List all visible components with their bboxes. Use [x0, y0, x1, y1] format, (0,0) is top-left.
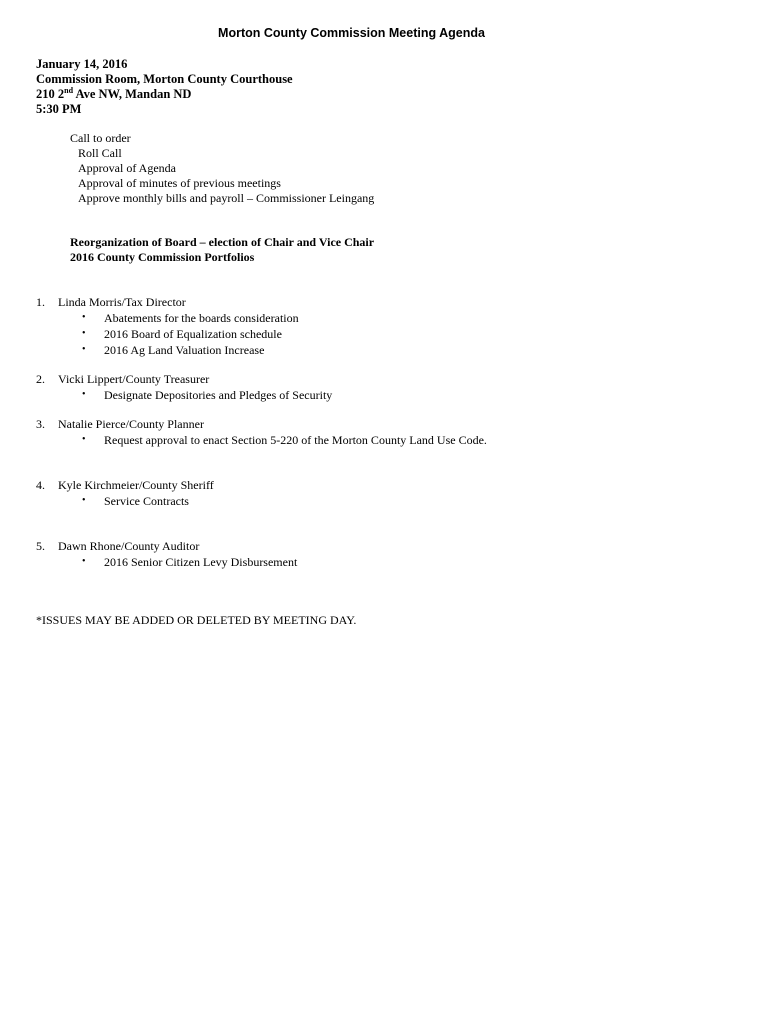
- bullet-icon: •: [82, 389, 86, 400]
- footer-note: *ISSUES MAY BE ADDED OR DELETED BY MEETING DAY.: [36, 613, 357, 627]
- address-post: Ave NW, Mandan ND: [73, 87, 192, 101]
- item-presenter: Linda Morris/Tax Director: [58, 295, 186, 309]
- meeting-date: January 14, 2016: [36, 57, 128, 71]
- item-bullets: [36, 432, 487, 448]
- agenda-item-5: [36, 538, 297, 570]
- item-bullets: [36, 387, 332, 403]
- bullet-icon: •: [82, 556, 86, 567]
- address-sup: nd: [64, 85, 74, 95]
- meeting-location: Commission Room, Morton County Courthouse: [36, 72, 293, 86]
- bullet-icon: •: [82, 434, 86, 445]
- item-number: 1.: [36, 295, 45, 309]
- order-of-business: [70, 131, 374, 206]
- bullet-item: • 2016 Ag Land Valuation Increase: [82, 343, 265, 357]
- reorganization-section: [70, 235, 374, 265]
- order-item: Approval of Agenda: [78, 161, 176, 175]
- bullet-icon: •: [82, 328, 86, 339]
- bullet-item: • 2016 Board of Equalization schedule: [82, 327, 282, 341]
- bullet-icon: •: [82, 495, 86, 506]
- item-bullets: [36, 554, 297, 570]
- agenda-item-2: [36, 371, 332, 403]
- reorg-line: 2016 County Commission Portfolios: [70, 250, 255, 264]
- meeting-address: [36, 87, 293, 102]
- bullet-item: • Service Contracts: [82, 494, 189, 508]
- item-bullets: [36, 493, 214, 509]
- agenda-item-1: [36, 294, 299, 358]
- reorg-line: Reorganization of Board – election of Chair and Vice Chair: [70, 235, 375, 249]
- order-item: Approve monthly bills and payroll – Commissioner Leingang: [78, 191, 375, 205]
- call-to-order: Call to order: [70, 131, 131, 145]
- bullet-icon: •: [82, 344, 86, 355]
- item-number: 5.: [36, 539, 45, 553]
- order-item: Approval of minutes of previous meetings: [78, 176, 281, 190]
- address-pre: 210 2: [36, 87, 65, 101]
- item-presenter: Dawn Rhone/County Auditor: [58, 539, 200, 553]
- item-number: 3.: [36, 417, 45, 431]
- bullet-item: • Request approval to enact Section 5-220 of the Morton County Land Use Code.: [82, 433, 487, 447]
- bullet-item: • Abatements for the boards consideration: [82, 311, 299, 325]
- agenda-item-3: [36, 416, 487, 448]
- bullet-icon: •: [82, 312, 86, 323]
- item-presenter: Natalie Pierce/County Planner: [58, 417, 204, 431]
- item-bullets: [36, 310, 299, 358]
- bullet-item: • Designate Depositories and Pledges of Security: [82, 388, 333, 402]
- item-presenter: Vicki Lippert/County Treasurer: [58, 372, 210, 386]
- item-presenter: Kyle Kirchmeier/County Sheriff: [58, 478, 214, 492]
- meeting-header: [36, 57, 293, 117]
- item-number: 2.: [36, 372, 45, 386]
- item-number: 4.: [36, 478, 45, 492]
- meeting-time: 5:30 PM: [36, 102, 82, 116]
- page-title: Morton County Commission Meeting Agenda: [218, 26, 485, 40]
- agenda-item-4: [36, 477, 214, 509]
- bullet-item: • 2016 Senior Citizen Levy Disbursement: [82, 555, 298, 569]
- order-item: Roll Call: [78, 146, 122, 160]
